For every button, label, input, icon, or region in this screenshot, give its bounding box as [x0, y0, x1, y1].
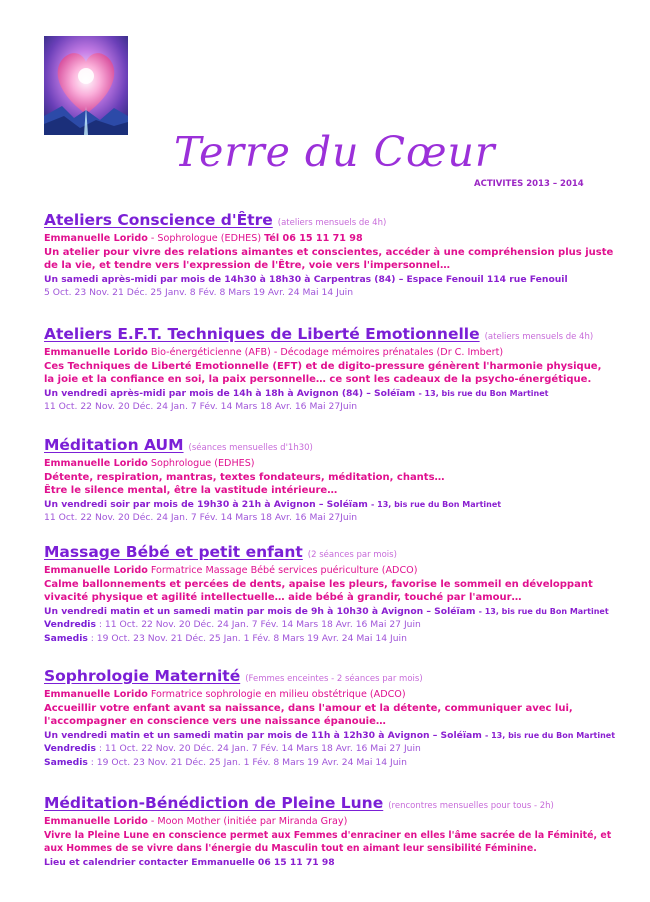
description-line: la joie et la confiance en soi, la paix personnelle… ce sont les cadeaux de la psycho-énergétique. — [44, 374, 592, 385]
dates-saturday-label: Samedis — [44, 756, 88, 768]
dates-line: 11 Oct. 22 Nov. 20 Déc. 24 Jan. 7 Fév. 14 Mars 18 Avr. 16 Mai 27Juin — [44, 512, 358, 523]
section-massage-bebe — [44, 543, 634, 645]
description-line: vivacité physique et agilité intellectuelle… aide bébé à grandir, touché par l'amour… — [44, 592, 522, 603]
section-note: (ateliers mensuels de 4h) — [484, 332, 594, 342]
contact-line: Lieu et calendrier contacter Emmanuelle 06 15 11 71 98 — [44, 856, 335, 868]
dates-friday: : 11 Oct. 22 Nov. 20 Déc. 24 Jan. 7 Fév. 14 Mars 18 Avr. 16 Mai 27 Juin — [98, 743, 421, 754]
description-line: Être le silence mental, être la vastitude intérieure… — [44, 485, 338, 496]
schedule-line: Un samedi après-midi par mois de 14h30 à 18h30 à Carpentras (84) – Espace Fenouil 114 rue Fenouil — [44, 273, 568, 285]
schedule-venue: - 13, bis rue du Bon Martinet — [485, 730, 616, 740]
section-ateliers-eft — [44, 325, 634, 414]
section-note: (rencontres mensuelles pour tous - 2h) — [388, 801, 554, 811]
section-ateliers-conscience — [44, 211, 634, 300]
presenter-line — [44, 564, 634, 578]
schedule-venue: - 13, bis rue du Bon Martinet — [418, 388, 549, 398]
schedule-text: Un vendredi matin et un samedi matin par mois de 11h à 12h30 à Avignon – Soléïam — [44, 729, 482, 741]
schedule-line — [44, 729, 634, 743]
description-line: l'accompagner en conscience vers une naissance épanouie… — [44, 716, 386, 727]
schedule-text: Un vendredi soir par mois de 19h30 à 21h à Avignon – Soléïam — [44, 498, 368, 510]
section-heading — [44, 436, 634, 457]
section-title: Méditation-Bénédiction de Pleine Lune — [44, 794, 384, 812]
dates-friday: : 11 Oct. 22 Nov. 20 Déc. 24 Jan. 7 Fév. 14 Mars 18 Avr. 16 Mai 27 Juin — [98, 619, 421, 630]
dates-line: 5 Oct. 23 Nov. 21 Déc. 25 Janv. 8 Fév. 8 Mars 19 Avr. 24 Mai 14 Juin — [44, 287, 354, 298]
dates-saturday-label: Samedis — [44, 632, 88, 644]
description-line: Détente, respiration, mantras, textes fondateurs, méditation, chants… — [44, 471, 445, 483]
page-subtitle: ACTIVITES 2013 – 2014 — [474, 179, 584, 189]
schedule-line — [44, 498, 634, 512]
page-title: Terre du Cœur — [174, 128, 496, 176]
section-meditation-aum — [44, 436, 634, 525]
section-note: (2 séances par mois) — [307, 550, 397, 560]
presenter-role: - Moon Mother (initiée par Miranda Gray) — [150, 816, 348, 827]
description-line: aux Hommes de se vivre dans l'énergie du Masculin tout en aimant leur sensibilité Féminine. — [44, 843, 537, 854]
section-heading — [44, 667, 634, 688]
schedule-text: Un vendredi matin et un samedi matin par mois de 9h à 10h30 à Avignon – Soléïam — [44, 605, 476, 617]
schedule-venue: - 13, bis rue du Bon Martinet — [371, 499, 502, 509]
presenter-line — [44, 346, 634, 360]
dates-friday-label: Vendredis — [44, 743, 96, 754]
presenter-role: Formatrice Massage Bébé services puériculture (ADCO) — [150, 565, 418, 576]
section-heading — [44, 211, 634, 232]
dates-saturday-line — [44, 756, 634, 770]
presenter-name: Emmanuelle Lorido — [44, 347, 148, 358]
presenter-role: Bio-énergéticienne (AFB) - Décodage mémoires prénatales (Dr C. Imbert) — [150, 347, 504, 358]
description-line: de la vie, et tendre vers l'expression de l'Être, voie vers l'impersonnel… — [44, 260, 450, 271]
description-line: Vivre la Pleine Lune en conscience permet aux Femmes d'enraciner en elles l'âme sacrée de la Féminité, et — [44, 829, 612, 841]
dates-friday-line — [44, 742, 634, 756]
presenter-name: Emmanuelle Lorido — [44, 565, 148, 576]
section-note: (Femmes enceintes - 2 séances par mois) — [245, 674, 423, 684]
presenter-name: Emmanuelle Lorido — [44, 233, 148, 244]
presenter-line — [44, 815, 634, 829]
section-title: Ateliers Conscience d'Être — [44, 211, 273, 229]
presenter-line — [44, 457, 634, 471]
dates-saturday: : 19 Oct. 23 Nov. 21 Déc. 25 Jan. 1 Fév. 8 Mars 19 Avr. 24 Mai 14 Juin — [90, 756, 407, 768]
section-title: Méditation AUM — [44, 436, 184, 454]
section-title: Sophrologie Maternité — [44, 667, 241, 685]
dates-friday-label: Vendredis — [44, 619, 96, 630]
description-line: Ces Techniques de Liberté Emotionnelle (EFT) et de digito-pressure génèrent l'harmonie physique, — [44, 360, 602, 372]
schedule-venue: - 13, bis rue du Bon Martinet — [478, 606, 609, 616]
section-note: (séances mensuelles d'1h30) — [188, 443, 313, 453]
dates-friday-line — [44, 618, 634, 632]
section-heading — [44, 794, 634, 815]
heart-artwork-icon — [44, 36, 128, 135]
section-sophrologie-maternite — [44, 667, 634, 769]
presenter-role: - Sophrologue (EDHES) — [150, 233, 262, 244]
description-line: Accueillir votre enfant avant sa naissance, dans l'amour et la détente, communiquer avec lui, — [44, 702, 573, 714]
section-title: Ateliers E.F.T. Techniques de Liberté Emotionnelle — [44, 325, 480, 343]
section-heading — [44, 325, 634, 346]
dates-line: 11 Oct. 22 Nov. 20 Déc. 24 Jan. 7 Fév. 14 Mars 18 Avr. 16 Mai 27Juin — [44, 401, 358, 412]
presenter-role: Sophrologue (EDHES) — [150, 458, 255, 469]
presenter-line — [44, 688, 634, 702]
section-pleine-lune — [44, 794, 634, 869]
description-line: Calme ballonnements et percées de dents, apaise les pleurs, favorise le sommeil en développant — [44, 578, 593, 590]
description-line: Un atelier pour vivre des relations aimantes et conscientes, accéder à une compréhension plus juste — [44, 246, 614, 258]
presenter-role: Formatrice sophrologie en milieu obstétrique (ADCO) — [150, 689, 406, 700]
schedule-text: Un vendredi après-midi par mois de 14h à 18h à Avignon (84) – Soléïam — [44, 387, 416, 399]
schedule-line — [44, 605, 634, 619]
presenter-name: Emmanuelle Lorido — [44, 458, 148, 469]
presenter-line — [44, 232, 634, 246]
schedule-line — [44, 387, 634, 401]
presenter-phone: Tél 06 15 11 71 98 — [264, 233, 363, 244]
presenter-name: Emmanuelle Lorido — [44, 689, 148, 700]
section-note: (ateliers mensuels de 4h) — [277, 218, 387, 228]
heart-artwork-logo — [44, 36, 128, 135]
presenter-name: Emmanuelle Lorido — [44, 816, 148, 827]
section-heading — [44, 543, 634, 564]
dates-saturday-line — [44, 632, 634, 646]
dates-saturday: : 19 Oct. 23 Nov. 21 Déc. 25 Jan. 1 Fév. 8 Mars 19 Avr. 24 Mai 14 Juin — [90, 632, 407, 644]
section-title: Massage Bébé et petit enfant — [44, 543, 303, 561]
